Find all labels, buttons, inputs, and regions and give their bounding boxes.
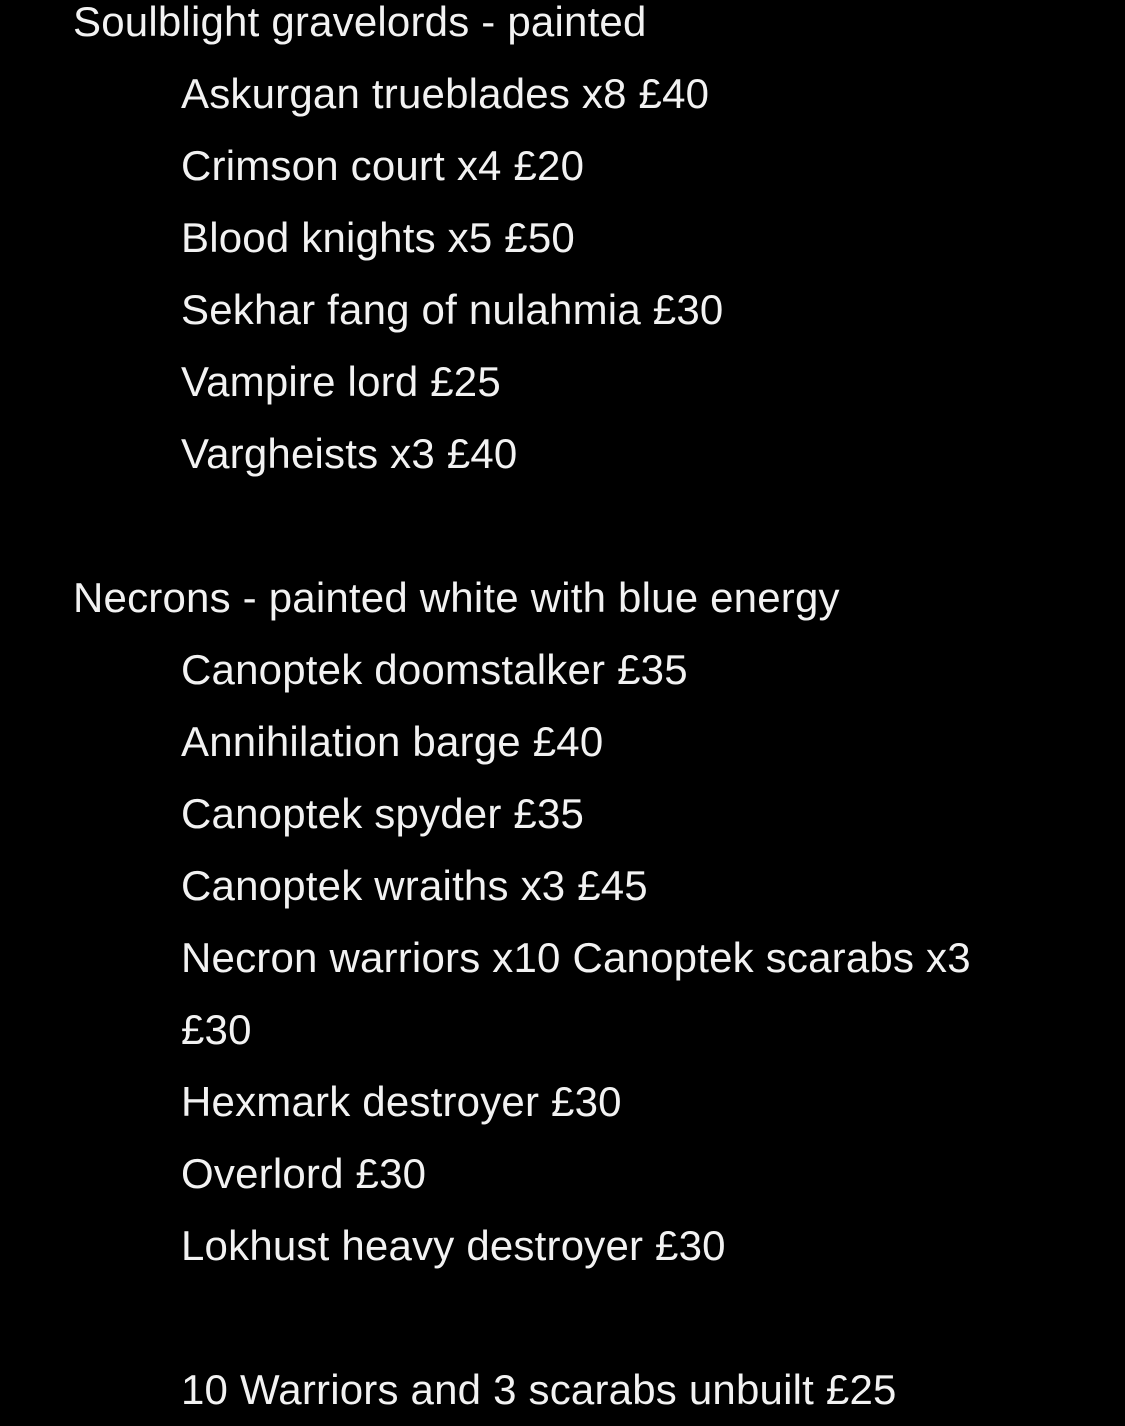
- list-item: Overlord £30: [181, 1150, 427, 1197]
- list-item: Canoptek spyder £35: [181, 790, 585, 837]
- list-item-continuation: £30: [181, 1006, 252, 1053]
- list-item: Vampire lord £25: [181, 358, 501, 405]
- list-item: Lokhust heavy destroyer £30: [181, 1222, 726, 1269]
- list-item: Askurgan trueblades x8 £40: [181, 70, 710, 117]
- list-item: Vargheists x3 £40: [181, 430, 518, 477]
- list-item: Sekhar fang of nulahmia £30: [181, 286, 724, 333]
- list-item: Necron warriors x10 Canoptek scarabs x3: [181, 934, 971, 981]
- section-heading-necrons: Necrons - painted white with blue energy: [73, 574, 840, 621]
- list-item: Hexmark destroyer £30: [181, 1078, 622, 1125]
- list-item: 10 Warriors and 3 scarabs unbuilt £25: [181, 1366, 897, 1413]
- list-item: Crimson court x4 £20: [181, 142, 585, 189]
- list-item: Canoptek wraiths x3 £45: [181, 862, 648, 909]
- list-item: Canoptek doomstalker £35: [181, 646, 688, 693]
- list-item: Annihilation barge £40: [181, 718, 604, 765]
- list-item: Blood knights x5 £50: [181, 214, 575, 261]
- section-heading-soulblight: Soulblight gravelords - painted: [73, 0, 647, 45]
